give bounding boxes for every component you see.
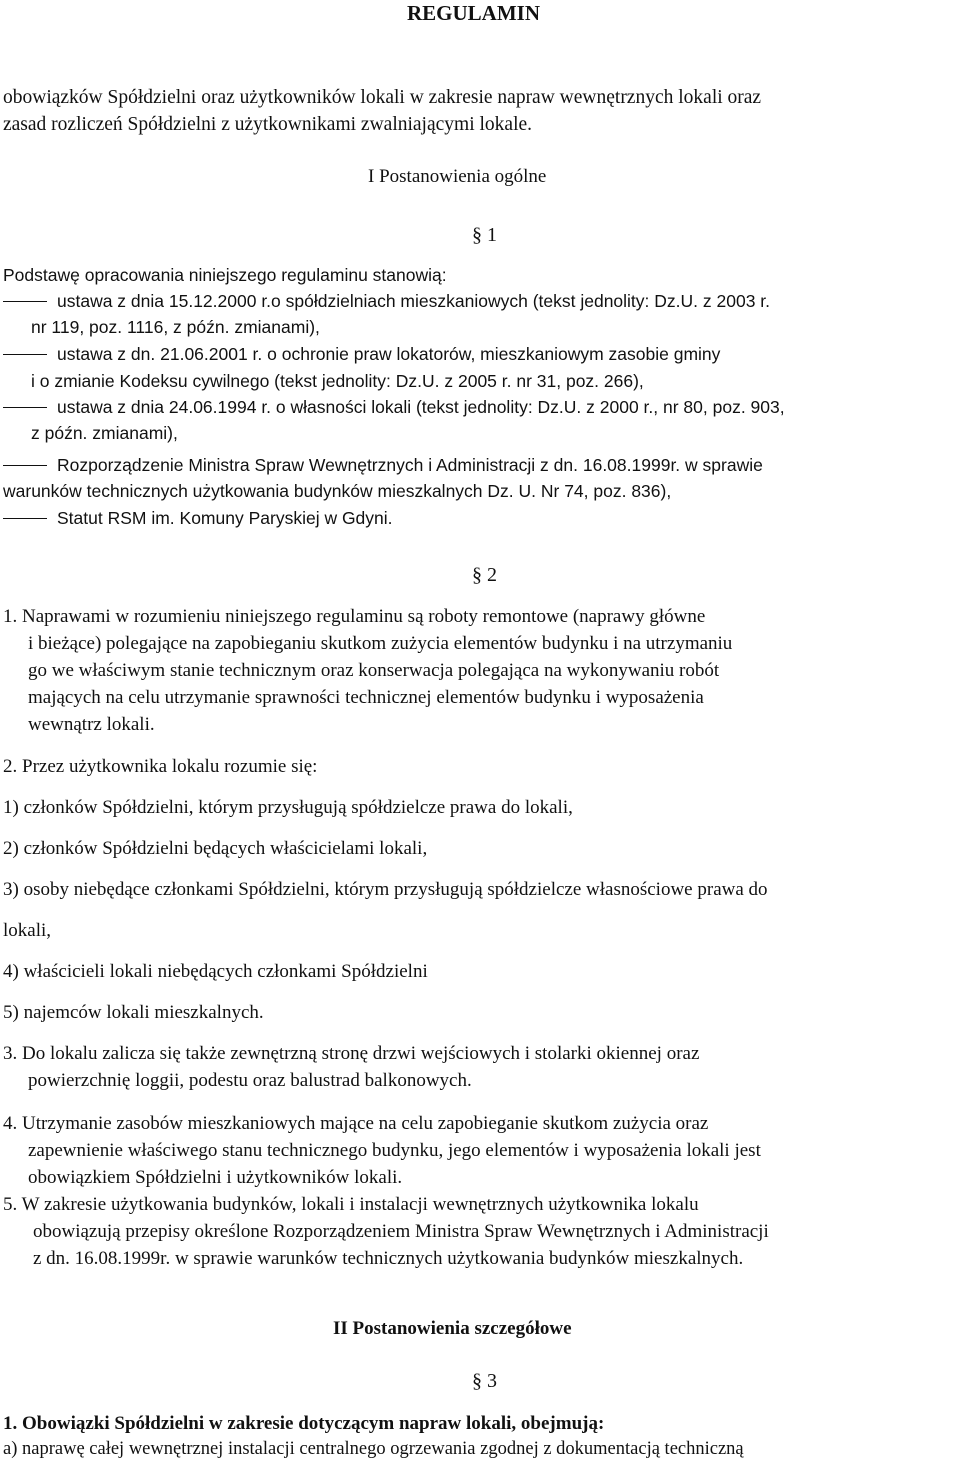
- p2-item-4-line-2: zapewnienie właściwego stanu technicznego budynku, jego elementów i wyposażenia lokali jest: [28, 1140, 761, 1161]
- p2-sub-3: 3) osoby niebędące członkami Spółdzielni, którym przysługują spółdzielcze własnościowe prawa do: [3, 879, 768, 900]
- p2-item-1-line-5: wewnątrz lokali.: [28, 714, 155, 735]
- p2-item-1-line-3: go we właściwym stanie technicznym oraz konserwacja polegająca na wykonywaniu robót: [28, 660, 720, 681]
- p1-item-4-line-1: [3, 452, 763, 479]
- p2-sub-1: 1) członków Spółdzielni, którym przysługują spółdzielcze prawa do lokali,: [3, 797, 573, 818]
- p2-item-3-line-2: powierzchnię loggii, podestu oraz balustrad balkonowych.: [28, 1070, 472, 1091]
- p2-sub-3-cont: lokali,: [3, 920, 52, 941]
- p1-item-3-line-2: z późn. zmianami),: [31, 423, 178, 443]
- p2-item-4-line-3: obowiązkiem Spółdzielni i użytkowników lokali.: [28, 1167, 403, 1188]
- p1-item-1-line-1: [3, 288, 770, 315]
- document-title: REGULAMIN: [407, 1, 541, 25]
- list-item-text: Rozporządzenie Ministra Spraw Wewnętrznych i Administracji z dn. 16.08.1999r. w sprawie: [57, 455, 763, 475]
- list-item-text: ustawa z dn. 21.06.2001 r. o ochronie praw lokatorów, mieszkaniowym zasobie gminy: [57, 344, 721, 364]
- p2-item-3-line-1: 3. Do lokalu zalicza się także zewnętrzną stronę drzwi wejściowych i stolarki okiennej oraz: [3, 1043, 700, 1064]
- p2-item-1-line-1: 1. Naprawami w rozumieniu niniejszego regulaminu są roboty remontowe (naprawy główne: [3, 606, 706, 627]
- list-item-text: Statut RSM im. Komuny Paryskiej w Gdyni.: [57, 508, 393, 528]
- paragraph-mark-2: § 2: [472, 564, 497, 586]
- paragraph-number: 3: [487, 1370, 497, 1392]
- p2-item-5-line-2: obowiązują przepisy określone Rozporządzeniem Ministra Spraw Wewnętrznych i Administracji: [33, 1221, 769, 1242]
- dash-bullet-icon: [3, 465, 47, 466]
- dash-bullet-icon: [3, 407, 47, 408]
- paragraph-number: 2: [487, 564, 497, 586]
- p2-sub-4: 4) właścicieli lokali niebędących członkami Spółdzielni: [3, 961, 428, 982]
- p1-item-2-line-2: i o zmianie Kodeksu cywilnego (tekst jednolity: Dz.U. z 2005 r. nr 31, poz. 266),: [31, 371, 644, 391]
- p2-item-2: 2. Przez użytkownika lokalu rozumie się:: [3, 756, 318, 777]
- intro-line-1: obowiązków Spółdzielni oraz użytkowników lokali w zakresie napraw wewnętrznych lokali oraz: [3, 87, 762, 108]
- dash-bullet-icon: [3, 518, 47, 519]
- paragraph-number: 1: [487, 224, 497, 246]
- list-item-text: ustawa z dnia 15.12.2000 r.o spółdzielniach mieszkaniowych (tekst jednolity: Dz.U. z 2003 r.: [57, 291, 771, 311]
- section-1-heading: I Postanowienia ogólne: [368, 166, 547, 187]
- p2-item-5-line-3: z dn. 16.08.1999r. w sprawie warunków technicznych użytkowania budynków mieszkalnych.: [33, 1248, 744, 1269]
- p2-sub-2: 2) członków Spółdzielni będących właścicielami lokali,: [3, 838, 428, 859]
- p1-item-3-line-1: [3, 394, 785, 421]
- p2-item-4-line-1: 4. Utrzymanie zasobów mieszkaniowych mające na celu zapobieganie skutkom zużycia oraz: [3, 1113, 709, 1134]
- paragraph-mark-1: § 1: [472, 224, 497, 246]
- p1-item-2-line-1: [3, 341, 720, 368]
- p1-item-1-line-2: nr 119, poz. 1116, z późn. zmianami),: [31, 317, 320, 337]
- p2-item-1-line-2: i bieżące) polegające na zapobieganiu skutkom zużycia elementów budynku i na utrzymaniu: [28, 633, 733, 654]
- p2-item-5-line-1: 5. W zakresie użytkowania budynków, lokali i instalacji wewnętrznych użytkownika lokalu: [3, 1194, 699, 1215]
- dash-bullet-icon: [3, 354, 47, 355]
- p2-sub-5: 5) najemców lokali mieszkalnych.: [3, 1002, 264, 1023]
- p3-item-1: 1. Obowiązki Spółdzielni w zakresie dotyczącym napraw lokali, obejmują:: [3, 1413, 605, 1434]
- section-2-heading: II Postanowienia szczegółowe: [333, 1318, 572, 1339]
- dash-bullet-icon: [3, 301, 47, 302]
- p2-item-1-line-4: mających na celu utrzymanie sprawności technicznej elementów budynku i wyposażenia: [28, 687, 704, 708]
- intro-line-2: zasad rozliczeń Spółdzielni z użytkownikami zwalniającymi lokale.: [3, 114, 533, 135]
- paragraph-mark-3: § 3: [472, 1370, 497, 1392]
- p1-item-5-line-1: [3, 505, 393, 532]
- p1-item-4-line-2: warunków technicznych użytkowania budynków mieszkalnych Dz. U. Nr 74, poz. 836),: [3, 481, 672, 501]
- list-item-text: ustawa z dnia 24.06.1994 r. o własności lokali (tekst jednolity: Dz.U. z 2000 r., nr 80, poz. 903,: [57, 397, 785, 417]
- p1-lead: Podstawę opracowania niniejszego regulaminu stanowią:: [3, 265, 447, 285]
- p3-item-a: a) naprawę całej wewnętrznej instalacji centralnego ogrzewania zgodnej z dokumentacją techniczną: [3, 1439, 744, 1459]
